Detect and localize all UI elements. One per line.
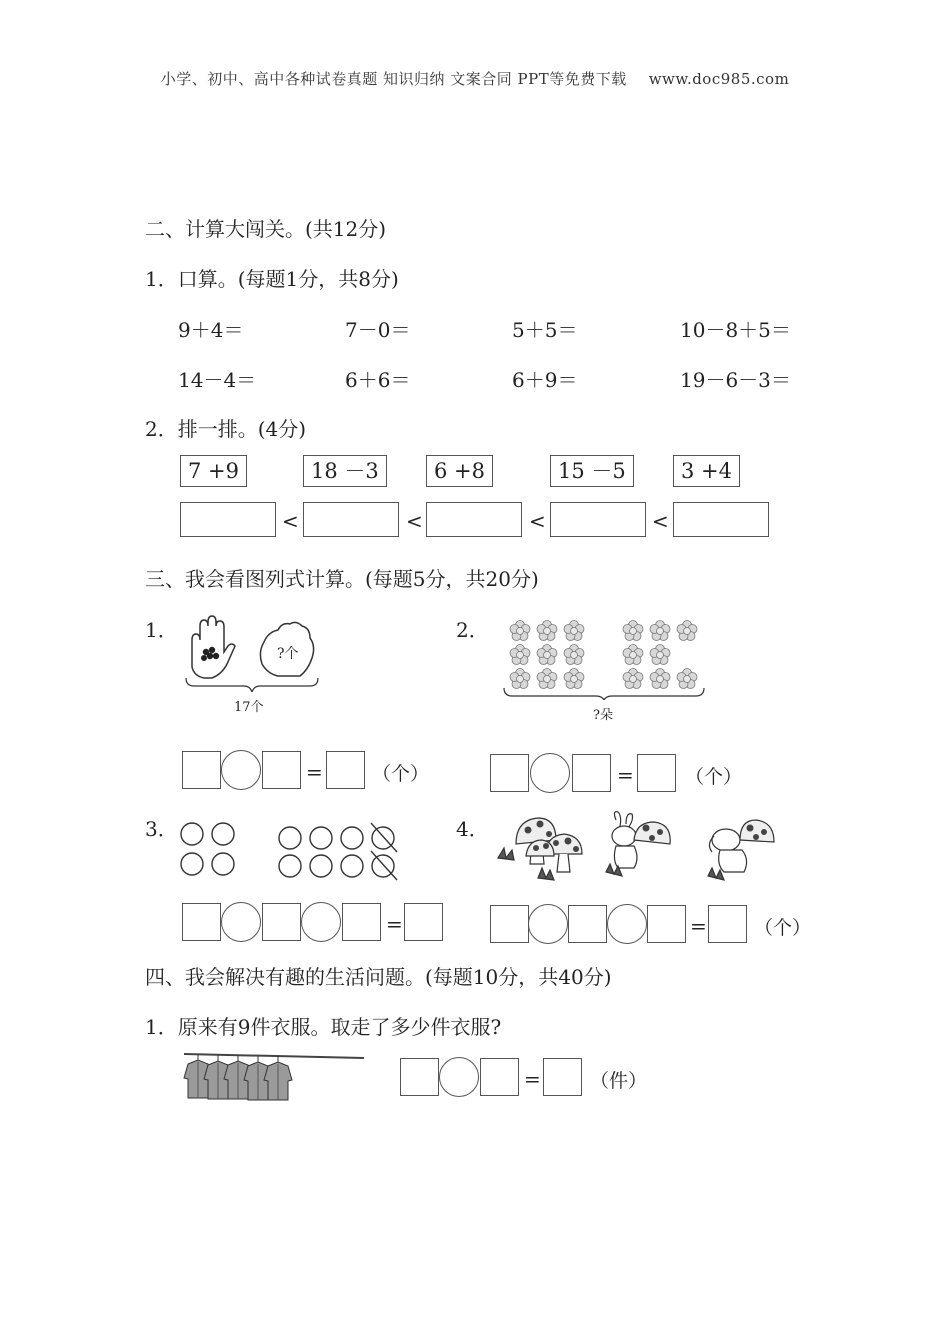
mental-math-item: 6＋6＝ [345, 368, 411, 392]
section2-title: 二、计算大闯关。(共12分) [145, 217, 387, 241]
answer-box[interactable] [480, 1058, 519, 1096]
answer-box[interactable] [404, 903, 443, 941]
unit-label: （个） [754, 917, 812, 939]
hands-illustration [182, 612, 322, 692]
total-count-label: ?朵 [593, 708, 613, 723]
site-header [0, 68, 950, 89]
unit-label: （个） [685, 766, 743, 788]
answer-box[interactable] [490, 754, 529, 792]
expression-box: 15 －5 [550, 455, 634, 487]
operator-circle[interactable] [528, 904, 568, 944]
answer-box[interactable] [647, 905, 686, 943]
answer-box[interactable] [543, 1058, 582, 1096]
equals-sign: = [690, 914, 707, 938]
s3-q2-number: 2． [456, 618, 489, 642]
order-answer-box[interactable] [673, 502, 769, 537]
s4-q1-text: 1．原来有9件衣服。取走了多少件衣服? [145, 1015, 502, 1039]
mental-math-item: 10－8＋5＝ [680, 318, 791, 342]
answer-box[interactable] [400, 1058, 439, 1096]
less-than-sign: < [282, 509, 299, 533]
less-than-sign: < [406, 509, 423, 533]
unit-label: （个） [372, 763, 430, 785]
s3-q3-number: 3． [145, 817, 178, 841]
expression-box: 18 －3 [303, 455, 387, 487]
header-url[interactable]: www.doc985.com [648, 70, 790, 88]
order-answer-box[interactable] [550, 502, 646, 537]
order-answer-box[interactable] [303, 502, 399, 537]
mushrooms-animals-illustration [494, 810, 784, 885]
order-answer-box[interactable] [426, 502, 522, 537]
expression-box: 7 +9 [180, 455, 247, 487]
answer-box[interactable] [342, 903, 381, 941]
equals-sign: = [617, 763, 634, 787]
operator-circle[interactable] [607, 904, 647, 944]
mental-math-item: 5＋5＝ [512, 318, 578, 342]
s3-q4-number: 4． [456, 817, 489, 841]
equals-sign: = [524, 1067, 541, 1091]
answer-box[interactable] [637, 754, 676, 792]
total-count-label: 17个 [234, 700, 264, 715]
operator-circle[interactable] [221, 750, 261, 790]
expression-box: 6 +8 [426, 455, 493, 487]
mental-math-item: 6＋9＝ [512, 368, 578, 392]
answer-box[interactable] [708, 905, 747, 943]
header-text: 小学、初中、高中各种试卷真题 知识归纳 文案合同 PPT等免费下载 [160, 70, 627, 88]
mental-math-item: 9＋4＝ [178, 318, 244, 342]
equals-sign: = [386, 912, 403, 936]
answer-box[interactable] [262, 751, 301, 789]
s2-q2-title: 2．排一排。(4分) [145, 417, 307, 441]
operator-circle[interactable] [221, 902, 261, 942]
s3-q1-number: 1． [145, 618, 178, 642]
section3-title: 三、我会看图列式计算。(每题5分，共20分) [145, 567, 539, 591]
answer-box[interactable] [262, 903, 301, 941]
operator-circle[interactable] [301, 902, 341, 942]
s2-q1-title: 1．口算。(每题1分，共8分) [145, 267, 399, 291]
flowers-illustration [500, 618, 710, 700]
operator-circle[interactable] [530, 753, 570, 793]
less-than-sign: < [529, 509, 546, 533]
less-than-sign: < [652, 509, 669, 533]
operator-circle[interactable] [439, 1057, 479, 1097]
circles-illustration [178, 820, 403, 885]
order-answer-box[interactable] [180, 502, 276, 537]
expression-box: 3 +4 [673, 455, 740, 487]
answer-box[interactable] [182, 751, 221, 789]
answer-box[interactable] [490, 905, 529, 943]
unknown-count-label: ?个 [277, 646, 299, 662]
answer-box[interactable] [572, 754, 611, 792]
answer-box[interactable] [568, 905, 607, 943]
section4-title: 四、我会解决有趣的生活问题。(每题10分，共40分) [145, 965, 612, 989]
answer-box[interactable] [326, 751, 365, 789]
mental-math-item: 14－4＝ [178, 368, 257, 392]
mental-math-item: 19－6－3＝ [680, 368, 791, 392]
equals-sign: = [306, 760, 323, 784]
mental-math-item: 7－0＝ [345, 318, 411, 342]
clothes-rack-illustration [178, 1048, 368, 1104]
answer-box[interactable] [182, 903, 221, 941]
unit-label: （件） [590, 1070, 648, 1092]
